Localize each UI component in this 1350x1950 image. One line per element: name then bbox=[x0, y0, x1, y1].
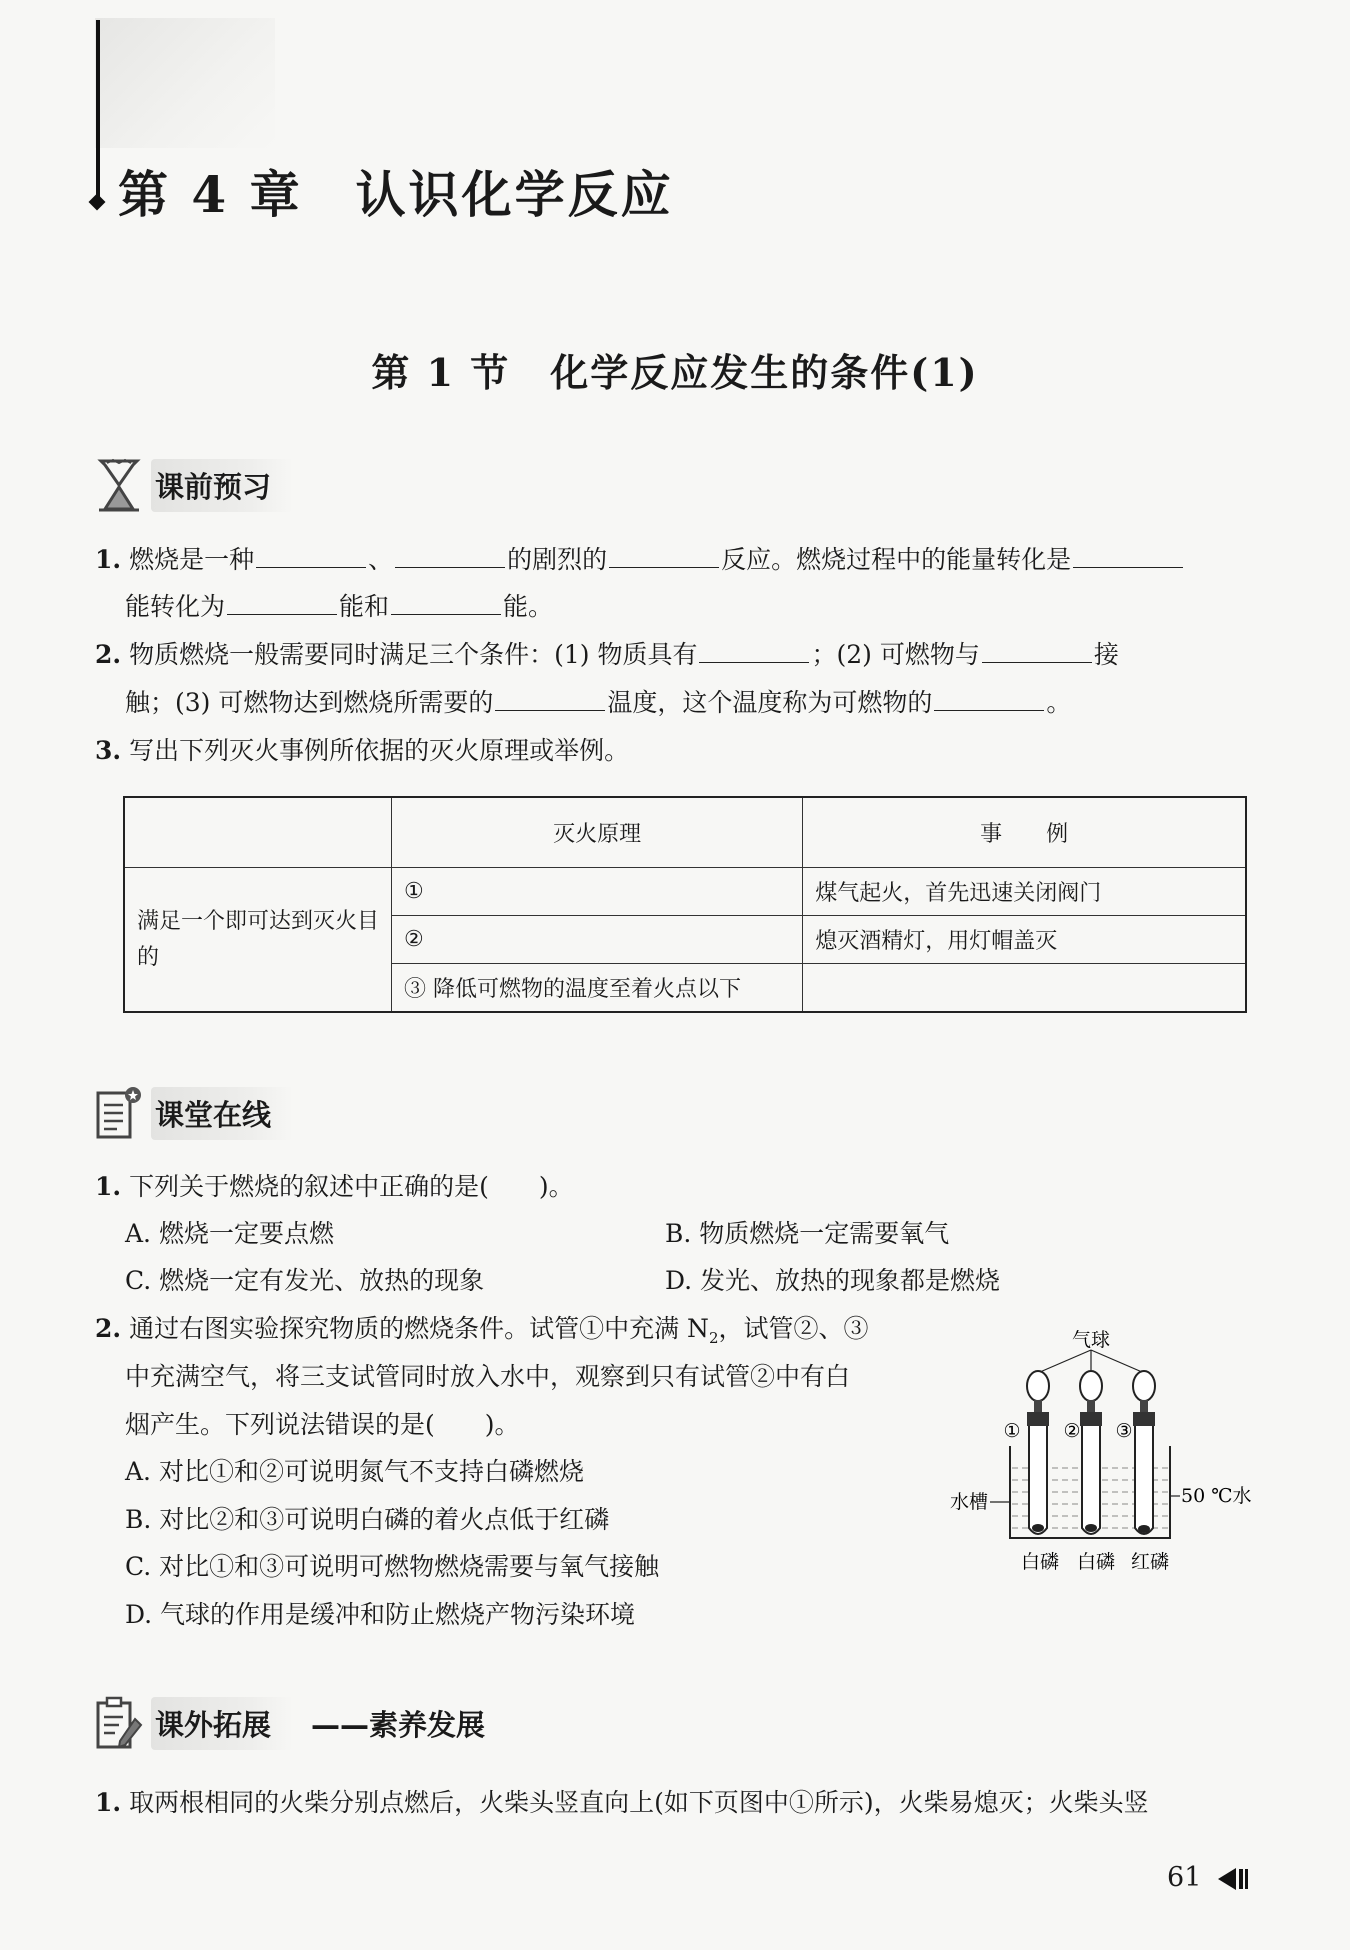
preview-q2-line2: 触；(3) 可燃物达到燃烧所需要的 温度，这个温度称为可燃物的 。 bbox=[125, 680, 1285, 726]
answer-blank[interactable] bbox=[256, 537, 366, 568]
extension-subheading: ——素养发展 bbox=[311, 1707, 486, 1742]
table-row bbox=[124, 868, 1246, 916]
test-tube-1 bbox=[1027, 1371, 1049, 1534]
table-cell-principle: ③ 降低可燃物的温度至着火点以下 bbox=[392, 964, 803, 1013]
choice-q1-c[interactable]: C. 燃烧一定有发光、放热的现象 bbox=[125, 1266, 485, 1295]
section-title: 第 1 节 化学反应发生的条件(1) bbox=[371, 350, 979, 395]
classroom-heading bbox=[95, 1083, 293, 1143]
label-sub-2: 白磷 bbox=[1076, 1551, 1116, 1573]
choice-q1-b[interactable]: B. 物质燃烧一定需要氧气 bbox=[665, 1219, 950, 1248]
preview-heading bbox=[95, 455, 293, 515]
extinguish-table bbox=[123, 796, 1247, 1013]
table-cell-example[interactable] bbox=[803, 964, 1246, 1013]
classroom-q2-line3: 烟产生。下列说法错误的是( )。 bbox=[125, 1410, 520, 1439]
answer-blank[interactable] bbox=[934, 680, 1044, 711]
label-tube-2: ② bbox=[1063, 1420, 1081, 1442]
label-tube-3: ③ bbox=[1115, 1420, 1133, 1442]
clipboard-pen-icon bbox=[95, 1695, 143, 1751]
table-cell-example: 煤气起火，首先迅速关闭阀门 bbox=[803, 868, 1246, 916]
corner-shade bbox=[95, 18, 275, 148]
choice-q1-d[interactable]: D. 发光、放热的现象都是燃烧 bbox=[665, 1266, 1001, 1295]
table-header-principle: 灭火原理 bbox=[392, 797, 803, 868]
white-phosphorus-2 bbox=[1085, 1524, 1097, 1532]
classroom-q1-stem: 1. 下列关于燃烧的叙述中正确的是( )。 bbox=[95, 1172, 574, 1201]
table-cell-principle[interactable]: ① bbox=[392, 868, 803, 916]
chapter-rule bbox=[96, 20, 100, 205]
choice-q2-c[interactable]: C. 对比①和③可说明可燃物燃烧需要与氧气接触 bbox=[125, 1552, 660, 1581]
table-header-row bbox=[124, 797, 1246, 868]
page-arrow-icon bbox=[1216, 1866, 1250, 1892]
table-cell-example: 熄灭酒精灯，用灯帽盖灭 bbox=[803, 916, 1246, 964]
extension-q1: 1. 取两根相同的火柴分别点燃后，火柴头竖直向上(如下页图中①所示)，火柴易熄灭；火柴头竖 bbox=[95, 1788, 1149, 1817]
preview-q1-line2: 能转化为 能和 能。 bbox=[125, 584, 1285, 630]
combustion-experiment-figure bbox=[948, 1328, 1258, 1583]
answer-blank[interactable] bbox=[609, 537, 719, 568]
hourglass-icon bbox=[95, 457, 143, 513]
label-balloon: 气球 bbox=[1071, 1329, 1111, 1351]
label-sub-1: 白磷 bbox=[1020, 1551, 1060, 1573]
answer-blank[interactable] bbox=[395, 537, 505, 568]
test-tube-2 bbox=[1080, 1371, 1102, 1534]
label-water: 50 ℃水 bbox=[1181, 1485, 1252, 1507]
preview-q2-line1: 2. 物质燃烧一般需要同时满足三个条件：(1) 物质具有 ；(2) 可燃物与 接 bbox=[95, 632, 1255, 678]
table-cell-principle[interactable]: ② bbox=[392, 916, 803, 964]
chapter-title: 第 4 章 认识化学反应 bbox=[118, 165, 674, 224]
table-left-label: 满足一个即可达到灭火目的 bbox=[124, 868, 392, 1013]
table-header-example: 事 例 bbox=[803, 797, 1246, 868]
label-trough: 水槽 bbox=[950, 1491, 989, 1513]
answer-blank[interactable] bbox=[1073, 537, 1183, 568]
choice-q2-d[interactable]: D. 气球的作用是缓冲和防止燃烧产物污染环境 bbox=[125, 1600, 636, 1629]
balloon-leader-lines bbox=[1040, 1350, 1142, 1372]
answer-blank[interactable] bbox=[699, 632, 809, 663]
page-number: 61 bbox=[1167, 1862, 1250, 1893]
classroom-q2-line2: 中充满空气，将三支试管同时放入水中，观察到只有试管②中有白 bbox=[125, 1362, 851, 1391]
extension-heading bbox=[95, 1693, 485, 1753]
chapter-bullet bbox=[89, 194, 106, 211]
answer-blank[interactable] bbox=[227, 584, 337, 615]
test-tube-3 bbox=[1133, 1371, 1155, 1534]
table-header-empty bbox=[124, 797, 392, 868]
choice-q2-b[interactable]: B. 对比②和③可说明白磷的着火点低于红磷 bbox=[125, 1505, 610, 1534]
label-tube-1: ① bbox=[1003, 1420, 1021, 1442]
notes-star-icon bbox=[95, 1085, 143, 1141]
preview-q3: 3. 写出下列灭火事例所依据的灭火原理或举例。 bbox=[95, 736, 630, 765]
preview-q1-line1: 1. 燃烧是一种 、 的剧烈的 反应。燃烧过程中的能量转化是 bbox=[95, 537, 1255, 583]
red-phosphorus bbox=[1138, 1525, 1150, 1533]
answer-blank[interactable] bbox=[495, 680, 605, 711]
classroom-heading-label: 课堂在线 bbox=[151, 1087, 293, 1140]
answer-blank[interactable] bbox=[391, 584, 501, 615]
choice-q2-a[interactable]: A. 对比①和②可说明氮气不支持白磷燃烧 bbox=[125, 1457, 584, 1486]
preview-heading-label: 课前预习 bbox=[151, 459, 293, 512]
label-sub-3: 红磷 bbox=[1130, 1551, 1170, 1573]
choice-q1-a[interactable]: A. 燃烧一定要点燃 bbox=[125, 1219, 334, 1248]
white-phosphorus-1 bbox=[1032, 1524, 1044, 1532]
extension-heading-label: 课外拓展 bbox=[151, 1697, 293, 1750]
answer-blank[interactable] bbox=[982, 632, 1092, 663]
classroom-q2-line1: 2. 通过右图实验探究物质的燃烧条件。试管①中充满 $N_2$，试管②、③ bbox=[95, 1314, 869, 1347]
